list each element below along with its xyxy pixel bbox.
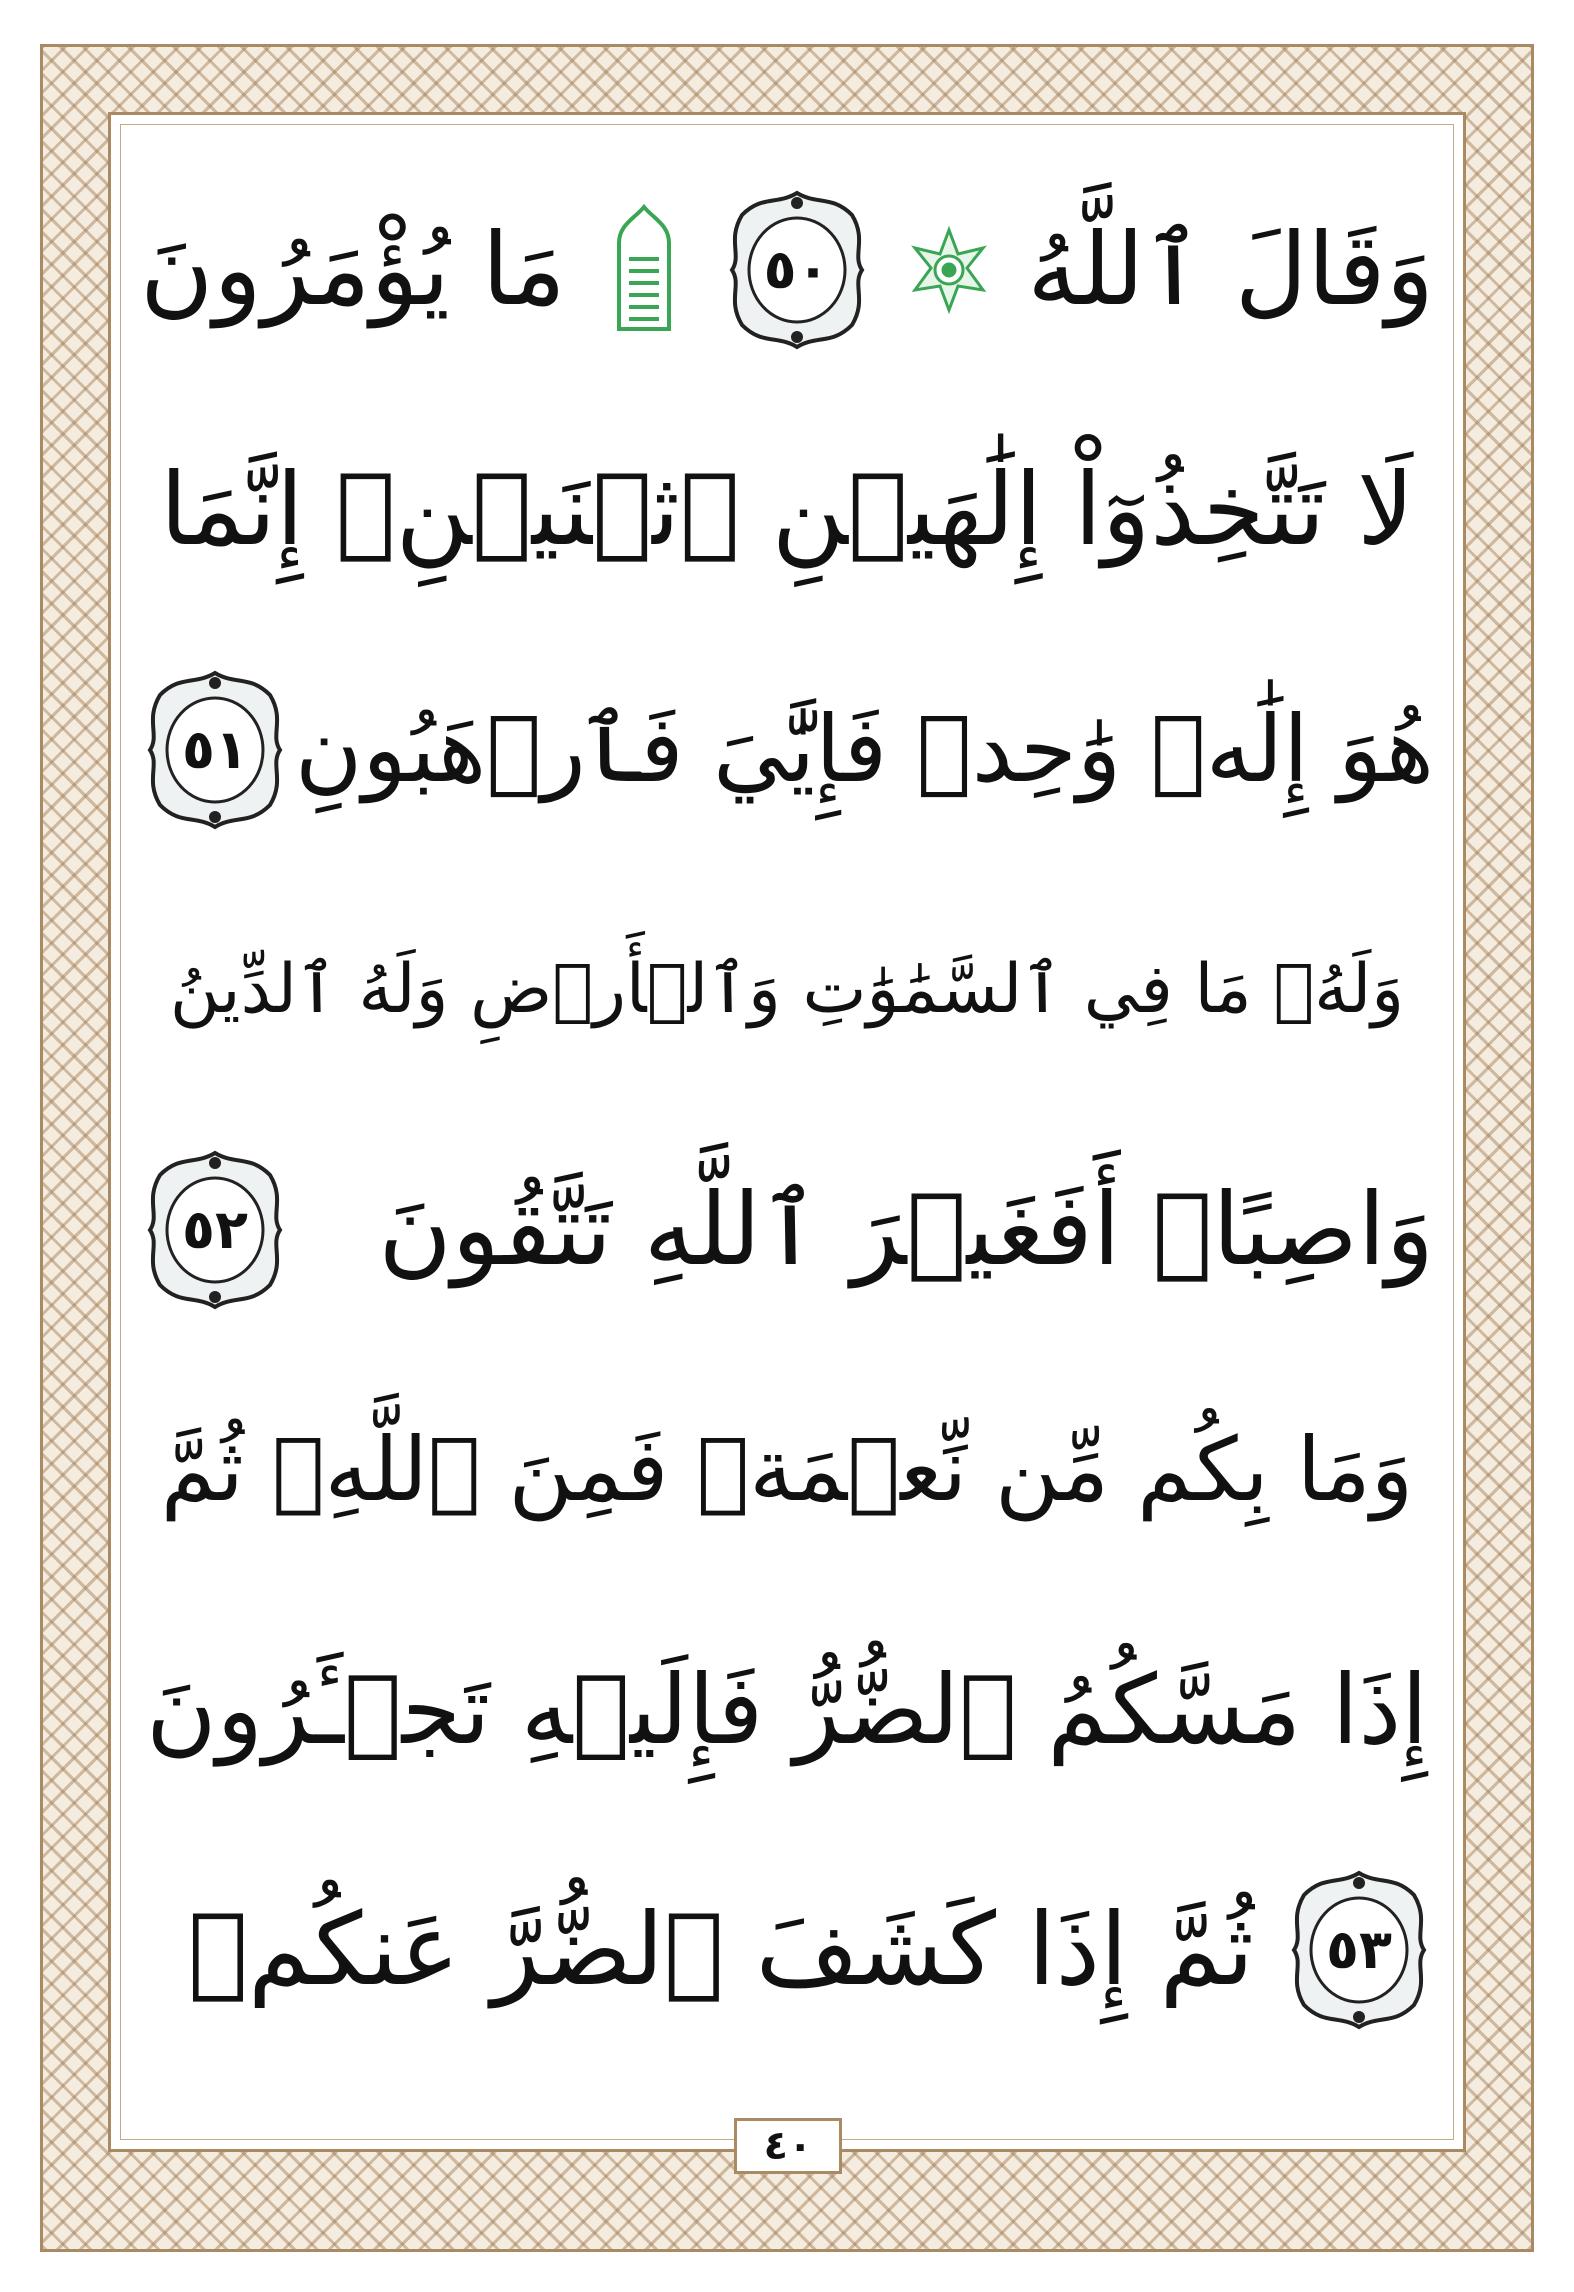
text-line-7 [140, 1620, 1434, 1800]
ayah-medallion-icon [722, 185, 872, 355]
verse-text: وَاصِبًاۚ أَفَغَيۡرَ ٱللَّهِ تَتَّقُونَ [378, 1171, 1434, 1288]
text-line-3 [140, 660, 1434, 840]
text-line-8 [140, 1860, 1434, 2040]
quran-text [140, 180, 1434, 2080]
ayah-medallion-icon [1284, 1865, 1434, 2035]
verse-text: وَمَا بِكُم مِّن نِّعۡمَةٖ فَمِنَ ٱللَّهِۖ ثُمَّ [160, 1418, 1414, 1521]
verse-text: مَا يُؤْمَرُونَ [140, 211, 566, 328]
text-line-1 [140, 180, 1434, 360]
sajda-marker-icon [599, 195, 689, 345]
verse-text: إِذَا مَسَّكُمُ ٱلضُّرُّ فَإِلَيۡهِ تَجۡـَٔرُونَ [146, 1654, 1428, 1766]
ayah-number: ٥٢ [182, 1198, 248, 1261]
text-line-4 [140, 900, 1434, 1080]
text-line-6 [140, 1380, 1434, 1560]
page-number-box [734, 2118, 842, 2174]
rub-el-hizb-icon [904, 195, 994, 345]
ayah-number: ٥٠ [763, 238, 830, 301]
verse-text: ثُمَّ إِذَا كَشَفَ ٱلضُّرَّ عَنكُمۡ [188, 1891, 1254, 2008]
verse-text: وَلَهُۥ مَا فِي ٱلسَّمَٰوَٰتِ وَٱلۡأَرۡضِ وَلَهُ ٱلدِّينُ [169, 950, 1405, 1029]
verse-text: لَا تَتَّخِذُوٓاْ إِلَٰهَيۡنِ ٱثۡنَيۡنِۖ إِنَّمَا [159, 451, 1415, 568]
text-line-2 [140, 420, 1434, 600]
ayah-number: ٥١ [182, 718, 248, 781]
ayah-number: ٥٣ [1326, 1918, 1392, 1981]
ayah-medallion-icon [140, 665, 290, 835]
page-number: ٤٠ [763, 2123, 813, 2169]
text-line-5 [140, 1140, 1434, 1320]
ayah-medallion-icon [140, 1145, 290, 1315]
verse-text: هُوَ إِلَٰهٞ وَٰحِدٞ فَإِيَّٰيَ فَٱرۡهَبُونِ [294, 696, 1434, 803]
verse-text: وَقَالَ ٱللَّهُ [1027, 211, 1434, 328]
